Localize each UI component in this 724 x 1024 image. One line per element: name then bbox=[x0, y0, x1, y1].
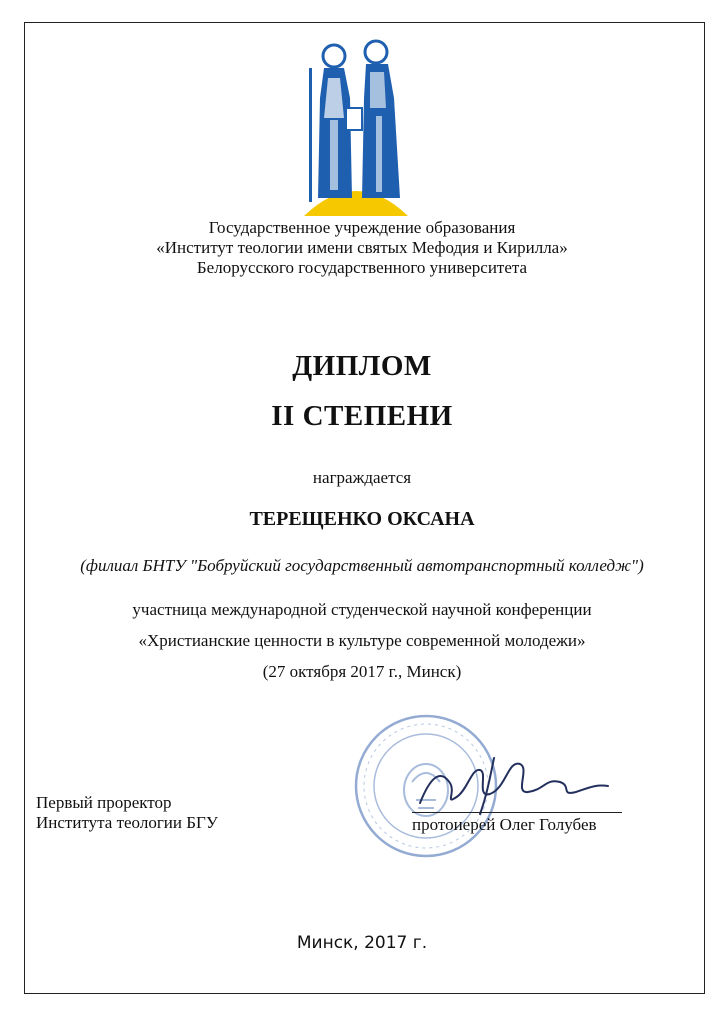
saints-logo-icon bbox=[300, 38, 412, 216]
description-line-3: (27 октября 2017 г., Минск) bbox=[262, 662, 462, 681]
organization-line-1: Государственное учреждение образования bbox=[208, 218, 516, 237]
diploma-title: ДИПЛОМ bbox=[292, 350, 432, 382]
left-signer-line-1: Первый проректор bbox=[36, 793, 172, 812]
diploma-degree: II СТЕПЕНИ bbox=[271, 400, 453, 432]
organization-name bbox=[0, 218, 724, 278]
award-description bbox=[0, 594, 724, 687]
left-signer-line-2: Института теологии БГУ bbox=[36, 813, 218, 832]
awarded-text: награждается bbox=[312, 468, 412, 487]
description-line-2: «Христианские ценности в культуре современной молодежи» bbox=[138, 631, 586, 650]
right-signer-name: протоиерей Олег Голубев bbox=[412, 815, 597, 834]
signature-line bbox=[412, 812, 622, 813]
signature-icon bbox=[410, 748, 620, 818]
place-and-date: Минск, 2017 г. bbox=[296, 933, 428, 953]
organization-line-2: «Институт теологии имени святых Мефодия и Кирилла» bbox=[156, 238, 568, 257]
recipient-name: ТЕРЕЩЕНКО ОКСАНА bbox=[249, 508, 475, 530]
left-signer-title bbox=[36, 793, 218, 833]
organization-line-3: Белорусского государственного университета bbox=[196, 258, 528, 277]
recipient-affiliation: (филиал БНТУ "Бобруйский государственный автотранспортный колледж") bbox=[80, 556, 644, 575]
description-line-1: участница международной студенческой научной конференции bbox=[132, 600, 592, 619]
